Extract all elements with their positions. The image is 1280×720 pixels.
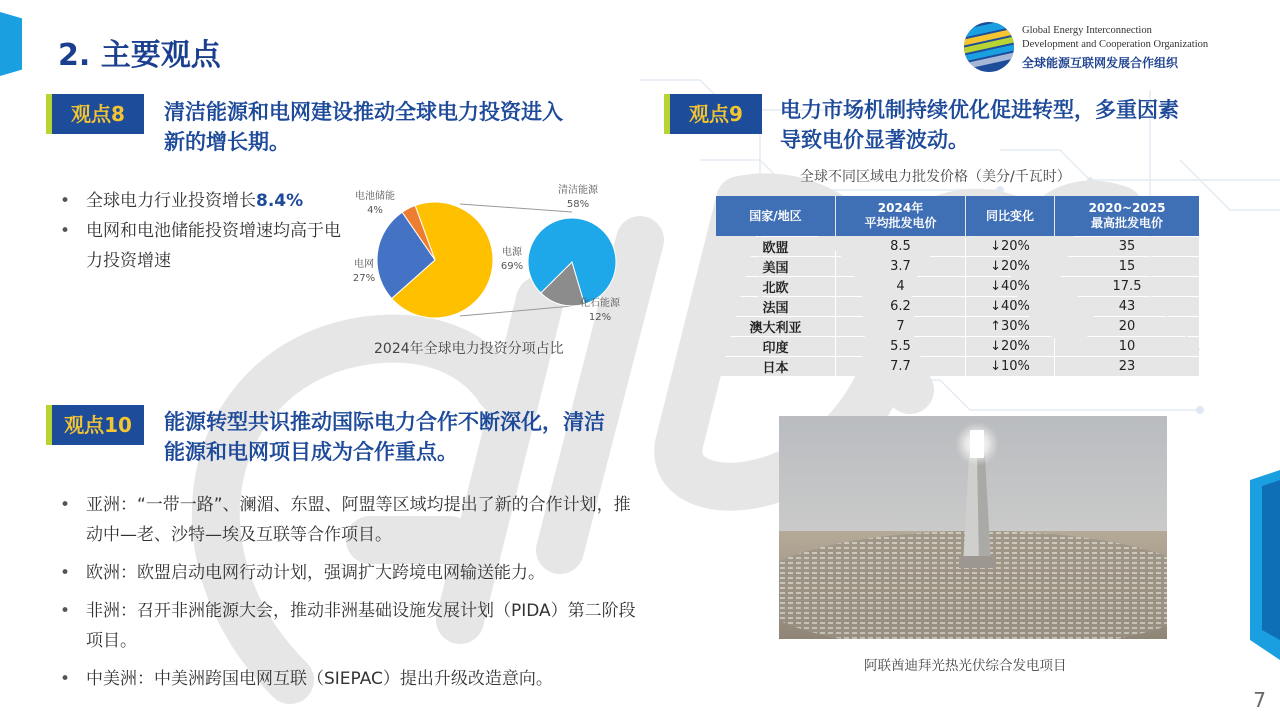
logo-chinese-name: 全球能源互联网发展合作组织 — [1022, 56, 1179, 70]
list-item: • 亚洲：“一带一路”、澜湄、东盟、阿盟等区域均提出了新的合作计划，推动中—老、沙特—埃及互联等合作项目。 — [58, 490, 638, 550]
geidco-logo — [962, 18, 1262, 78]
table-row — [716, 237, 1199, 256]
left-edge-tab — [0, 12, 22, 76]
table-cell: 43 — [1055, 297, 1199, 316]
table-row — [716, 317, 1199, 336]
price-table-body — [716, 237, 1199, 376]
table-row — [716, 277, 1199, 296]
pie-chart-caption: 2024年全球电力投资分项占比 — [374, 341, 564, 357]
viewpoint8-title-line1: 清洁能源和电网建设推动全球电力投资进入 — [164, 100, 563, 124]
table-cell: ↓20% — [966, 237, 1054, 256]
solar-tower-photo — [779, 416, 1167, 639]
table-cell: 7.7 — [836, 357, 965, 376]
table-cell: 印度 — [716, 337, 835, 356]
viewpoint10-title — [164, 407, 644, 467]
table-cell: ↓40% — [966, 297, 1054, 316]
table-cell: 23 — [1055, 357, 1199, 376]
table-cell: 法国 — [716, 297, 835, 316]
table-row — [716, 257, 1199, 276]
photo-caption: 阿联酋迪拜光热光伏综合发电项目 — [864, 658, 1067, 674]
table-row — [716, 297, 1199, 316]
table-cell: 8.5 — [836, 237, 965, 256]
table-cell: 欧盟 — [716, 237, 835, 256]
viewpoint9-title-line1: 电力市场机制持续优化促进转型，多重因素 — [780, 98, 1179, 122]
viewpoint8-title-line2: 新的增长期。 — [164, 130, 290, 154]
table-row — [716, 337, 1199, 356]
table-cell: 17.5 — [1055, 277, 1199, 296]
pie-label-storage: 电池储能 4% — [355, 191, 395, 216]
list-item: • 非洲：召开非洲能源大会，推动非洲基础设施发展计划（PIDA）第二阶段项目。 — [58, 596, 638, 656]
viewpoint9-title — [780, 95, 1220, 155]
solar-tower-image — [779, 416, 1167, 639]
price-table-caption: 全球不同区域电力批发价格（美分/千瓦时） — [800, 169, 1071, 185]
viewpoint10-title-line2: 能源和电网项目成为合作重点。 — [164, 440, 458, 464]
table-cell: ↓10% — [966, 357, 1054, 376]
price-table — [715, 195, 1200, 377]
viewpoint8-bullets — [58, 186, 348, 276]
table-cell: ↓40% — [966, 277, 1054, 296]
page-title: 2. 主要观点 — [58, 38, 221, 73]
viewpoint9-badge: 观点9 — [664, 94, 762, 134]
pie-label-generation: 电源 69% — [500, 247, 524, 272]
table-cell: 6.2 — [836, 297, 965, 316]
table-cell: 7 — [836, 317, 965, 336]
table-cell: ↓20% — [966, 337, 1054, 356]
list-item: • 欧洲：欧盟启动电网行动计划，强调扩大跨境电网输送能力。 — [58, 558, 638, 588]
table-cell: 15 — [1055, 257, 1199, 276]
pie-connector-line — [460, 306, 572, 316]
table-cell: ↑30% — [966, 317, 1054, 336]
table-cell: 35 — [1055, 237, 1199, 256]
header-avg-price: 2024年 平均批发电价 — [836, 196, 965, 236]
header-region: 国家/地区 — [716, 196, 835, 236]
viewpoint10-badge: 观点10 — [46, 405, 144, 445]
table-cell: 3.7 — [836, 257, 965, 276]
table-header-row — [716, 196, 1199, 236]
logo-english-line2: Development and Cooperation Organization — [1022, 39, 1209, 50]
list-item: • 全球电力行业投资增长8.4% — [58, 186, 348, 216]
globe-logo-icon — [962, 20, 1016, 74]
price-table-wrapper — [715, 195, 1200, 377]
investment-pie-chart — [340, 180, 640, 330]
table-cell: 北欧 — [716, 277, 835, 296]
table-cell: 澳大利亚 — [716, 317, 835, 336]
viewpoint8-badge: 观点8 — [46, 94, 144, 134]
table-cell: 4 — [836, 277, 965, 296]
table-cell: 美国 — [716, 257, 835, 276]
pie-label-fossil: 化石能源 12% — [580, 298, 620, 323]
page-number: 7 — [1253, 688, 1266, 712]
header-max-price: 2020~2025 最高批发电价 — [1055, 196, 1199, 236]
list-item: • 中美洲：中美洲跨国电网互联（SIEPAC）提出升级改造意向。 — [58, 664, 638, 694]
table-cell: 日本 — [716, 357, 835, 376]
growth-value: 8.4% — [256, 191, 304, 211]
header-yoy-change: 同比变化 — [966, 196, 1054, 236]
list-item: • 电网和电池储能投资增速均高于电力投资增速 — [58, 216, 348, 276]
viewpoint10-bullets — [58, 490, 638, 694]
pie-label-grid: 电网 27% — [352, 259, 376, 284]
table-row — [716, 357, 1199, 376]
table-cell: 20 — [1055, 317, 1199, 336]
viewpoint8-title — [164, 97, 604, 157]
table-cell: ↓20% — [966, 257, 1054, 276]
table-cell: 5.5 — [836, 337, 965, 356]
viewpoint9-title-line2: 导致电价显著波动。 — [780, 128, 969, 152]
pie-label-clean: 清洁能源 58% — [558, 185, 598, 210]
logo-english-line1: Global Energy Interconnection — [1022, 25, 1152, 36]
table-cell: 10 — [1055, 337, 1199, 356]
viewpoint10-title-line1: 能源转型共识推动国际电力合作不断深化，清洁 — [164, 410, 605, 434]
